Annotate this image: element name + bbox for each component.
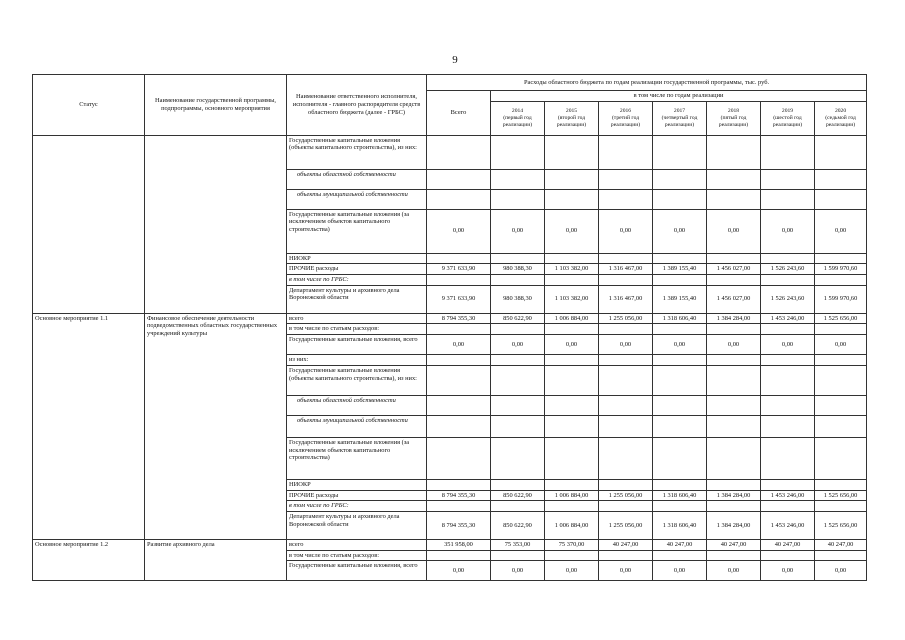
value-cell: 0,00	[815, 561, 867, 581]
row-label: объекты областной собственности	[287, 169, 427, 189]
value-cell: 0,00	[427, 209, 491, 253]
value-cell: 0,00	[707, 335, 761, 355]
header-row-1	[33, 75, 867, 91]
year-label: 2019	[781, 108, 794, 115]
header-year	[761, 101, 815, 135]
value-cell: 0,00	[545, 209, 599, 253]
value-cell: 0,00	[653, 561, 707, 581]
value-cell: 9 371 633,90	[427, 264, 491, 275]
table-row	[33, 313, 867, 324]
header-year	[815, 101, 867, 135]
value-cell: 850 622,90	[491, 511, 545, 539]
row-label: Государственные капитальные вложения (за исключением объектов капитального строительства)	[287, 209, 427, 253]
value-cell: 1 006 884,00	[545, 313, 599, 324]
value-cell: 1 384 284,00	[707, 313, 761, 324]
status-cell: Основное мероприятие 1.2	[33, 539, 145, 580]
value-cell: 1 103 382,00	[545, 264, 599, 275]
row-label: объекты муниципальной собственности	[287, 189, 427, 209]
program-name-cell: Развитие архивного дела	[145, 539, 287, 580]
value-cell: 40 247,00	[707, 539, 761, 550]
value-cell: 1 525 656,00	[815, 313, 867, 324]
value-cell: 1 255 056,00	[599, 490, 653, 501]
row-label: ПРОЧИЕ расходы	[287, 264, 427, 275]
value-cell: 75 370,00	[545, 539, 599, 550]
row-label: Государственные капитальные вложения, всего	[287, 335, 427, 355]
row-label: Департамент культуры и архивного дела Воронежской области	[287, 285, 427, 313]
row-label: объекты областной собственности	[287, 395, 427, 415]
header-executor: Наименование ответственного исполнителя, исполнителя - главного распорядителя средств областного бюджета (далее - ГРБС)	[287, 75, 427, 136]
value-cell: 0,00	[545, 335, 599, 355]
value-cell: 1 316 467,00	[599, 285, 653, 313]
status-cell	[33, 135, 145, 313]
value-cell: 1 384 284,00	[707, 490, 761, 501]
table-row	[33, 135, 867, 169]
value-cell: 0,00	[707, 561, 761, 581]
value-cell: 1 255 056,00	[599, 313, 653, 324]
year-note: (третий год реализации)	[610, 114, 641, 128]
value-cell: 1 103 382,00	[545, 285, 599, 313]
value-cell: 1 526 243,60	[761, 264, 815, 275]
row-label: ПРОЧИЕ расходы	[287, 490, 427, 501]
year-label: 2018	[727, 108, 740, 115]
year-note: (первый год реализации)	[502, 114, 533, 128]
table-row	[33, 539, 867, 550]
value-cell: 0,00	[707, 209, 761, 253]
budget-table	[32, 74, 867, 581]
row-label: Департамент культуры и архивного дела Воронежской области	[287, 511, 427, 539]
value-cell: 351 958,00	[427, 539, 491, 550]
year-note: (шестой год реализации)	[772, 114, 803, 128]
header-year	[599, 101, 653, 135]
program-name-cell	[145, 135, 287, 313]
value-cell: 40 247,00	[599, 539, 653, 550]
year-label: 2016	[619, 108, 632, 115]
year-label: 2017	[673, 108, 686, 115]
value-cell: 980 388,30	[491, 264, 545, 275]
value-cell: 1 453 246,00	[761, 313, 815, 324]
value-cell: 1 453 246,00	[761, 511, 815, 539]
row-label: в том числе по ГРБС:	[287, 275, 427, 286]
value-cell: 0,00	[427, 335, 491, 355]
row-label: в том числе по статьям расходов:	[287, 550, 427, 561]
header-expenses-title: Расходы областного бюджета по годам реализации государственной программы, тыс. руб.	[427, 75, 867, 91]
header-year	[653, 101, 707, 135]
value-cell: 1 318 606,40	[653, 313, 707, 324]
header-program-name: Наименование государственной программы, подпрограммы, основного мероприятия	[145, 75, 287, 136]
header-year	[491, 101, 545, 135]
year-label: 2015	[565, 108, 578, 115]
value-cell: 1 599 970,60	[815, 264, 867, 275]
value-cell: 0,00	[427, 561, 491, 581]
value-cell: 75 353,00	[491, 539, 545, 550]
value-cell: 40 247,00	[653, 539, 707, 550]
value-cell: 1 525 656,00	[815, 490, 867, 501]
value-cell: 40 247,00	[761, 539, 815, 550]
value-cell: 1 318 606,40	[653, 490, 707, 501]
row-label: Государственные капитальные вложения (за исключением объектов капитального строительства)	[287, 437, 427, 479]
header-status: Статус	[33, 75, 145, 136]
value-cell: 1 006 884,00	[545, 490, 599, 501]
year-note: (четвертый год реализации)	[661, 114, 698, 128]
value-cell: 1 318 606,40	[653, 511, 707, 539]
value-cell: 1 006 884,00	[545, 511, 599, 539]
row-label: Государственные капитальные вложения, всего	[287, 561, 427, 581]
header-total: Всего	[427, 91, 491, 136]
value-cell: 9 371 633,90	[427, 285, 491, 313]
header-year	[545, 101, 599, 135]
value-cell: 0,00	[653, 335, 707, 355]
value-cell: 0,00	[761, 561, 815, 581]
value-cell: 850 622,90	[491, 313, 545, 324]
value-cell: 8 794 355,30	[427, 511, 491, 539]
year-note: (пятый год реализации)	[718, 114, 749, 128]
row-label: из них:	[287, 355, 427, 366]
year-note: (второй год реализации)	[556, 114, 587, 128]
value-cell: 8 794 355,30	[427, 490, 491, 501]
status-cell: Основное мероприятие 1.1	[33, 313, 145, 539]
value-cell: 1 456 027,00	[707, 264, 761, 275]
value-cell: 1 453 246,00	[761, 490, 815, 501]
value-cell: 0,00	[653, 209, 707, 253]
row-label: в том числе по статьям расходов:	[287, 324, 427, 335]
value-cell: 0,00	[545, 561, 599, 581]
value-cell: 0,00	[491, 561, 545, 581]
value-cell: 1 316 467,00	[599, 264, 653, 275]
header-year	[707, 101, 761, 135]
value-cell: 0,00	[599, 335, 653, 355]
value-cell: 1 599 970,60	[815, 285, 867, 313]
value-cell: 0,00	[815, 335, 867, 355]
row-label: Государственные капитальные вложения (объекты капитального строительства), из них:	[287, 135, 427, 169]
value-cell: 0,00	[491, 209, 545, 253]
value-cell: 1 389 155,40	[653, 264, 707, 275]
value-cell: 980 388,30	[491, 285, 545, 313]
value-cell: 0,00	[761, 335, 815, 355]
value-cell: 0,00	[761, 209, 815, 253]
value-cell: 1 526 243,60	[761, 285, 815, 313]
value-cell: 8 794 355,30	[427, 313, 491, 324]
row-label: НИОКР	[287, 253, 427, 264]
year-note: (седьмой год реализации)	[825, 114, 856, 128]
row-label: НИОКР	[287, 479, 427, 490]
value-cell: 0,00	[815, 209, 867, 253]
year-label: 2020	[834, 108, 847, 115]
value-cell: 1 389 155,40	[653, 285, 707, 313]
year-label: 2014	[511, 108, 524, 115]
value-cell: 1 255 056,00	[599, 511, 653, 539]
row-label: всего	[287, 313, 427, 324]
value-cell: 850 622,90	[491, 490, 545, 501]
row-label: в том числе по ГРБС:	[287, 501, 427, 512]
row-label: объекты муниципальной собственности	[287, 415, 427, 437]
row-label: Государственные капитальные вложения (объекты капитального строительства), из них:	[287, 365, 427, 395]
page-number: 9	[452, 54, 458, 66]
program-name-cell: Финансовое обеспечение деятельности подведомственных областных государственных учреждений культуры	[145, 313, 287, 539]
row-label: всего	[287, 539, 427, 550]
value-cell: 0,00	[599, 561, 653, 581]
value-cell: 40 247,00	[815, 539, 867, 550]
header-including: в том числе по годам реализации	[491, 91, 867, 102]
value-cell: 0,00	[599, 209, 653, 253]
value-cell: 1 456 027,00	[707, 285, 761, 313]
value-cell: 1 384 284,00	[707, 511, 761, 539]
value-cell: 0,00	[491, 335, 545, 355]
value-cell: 1 525 656,00	[815, 511, 867, 539]
